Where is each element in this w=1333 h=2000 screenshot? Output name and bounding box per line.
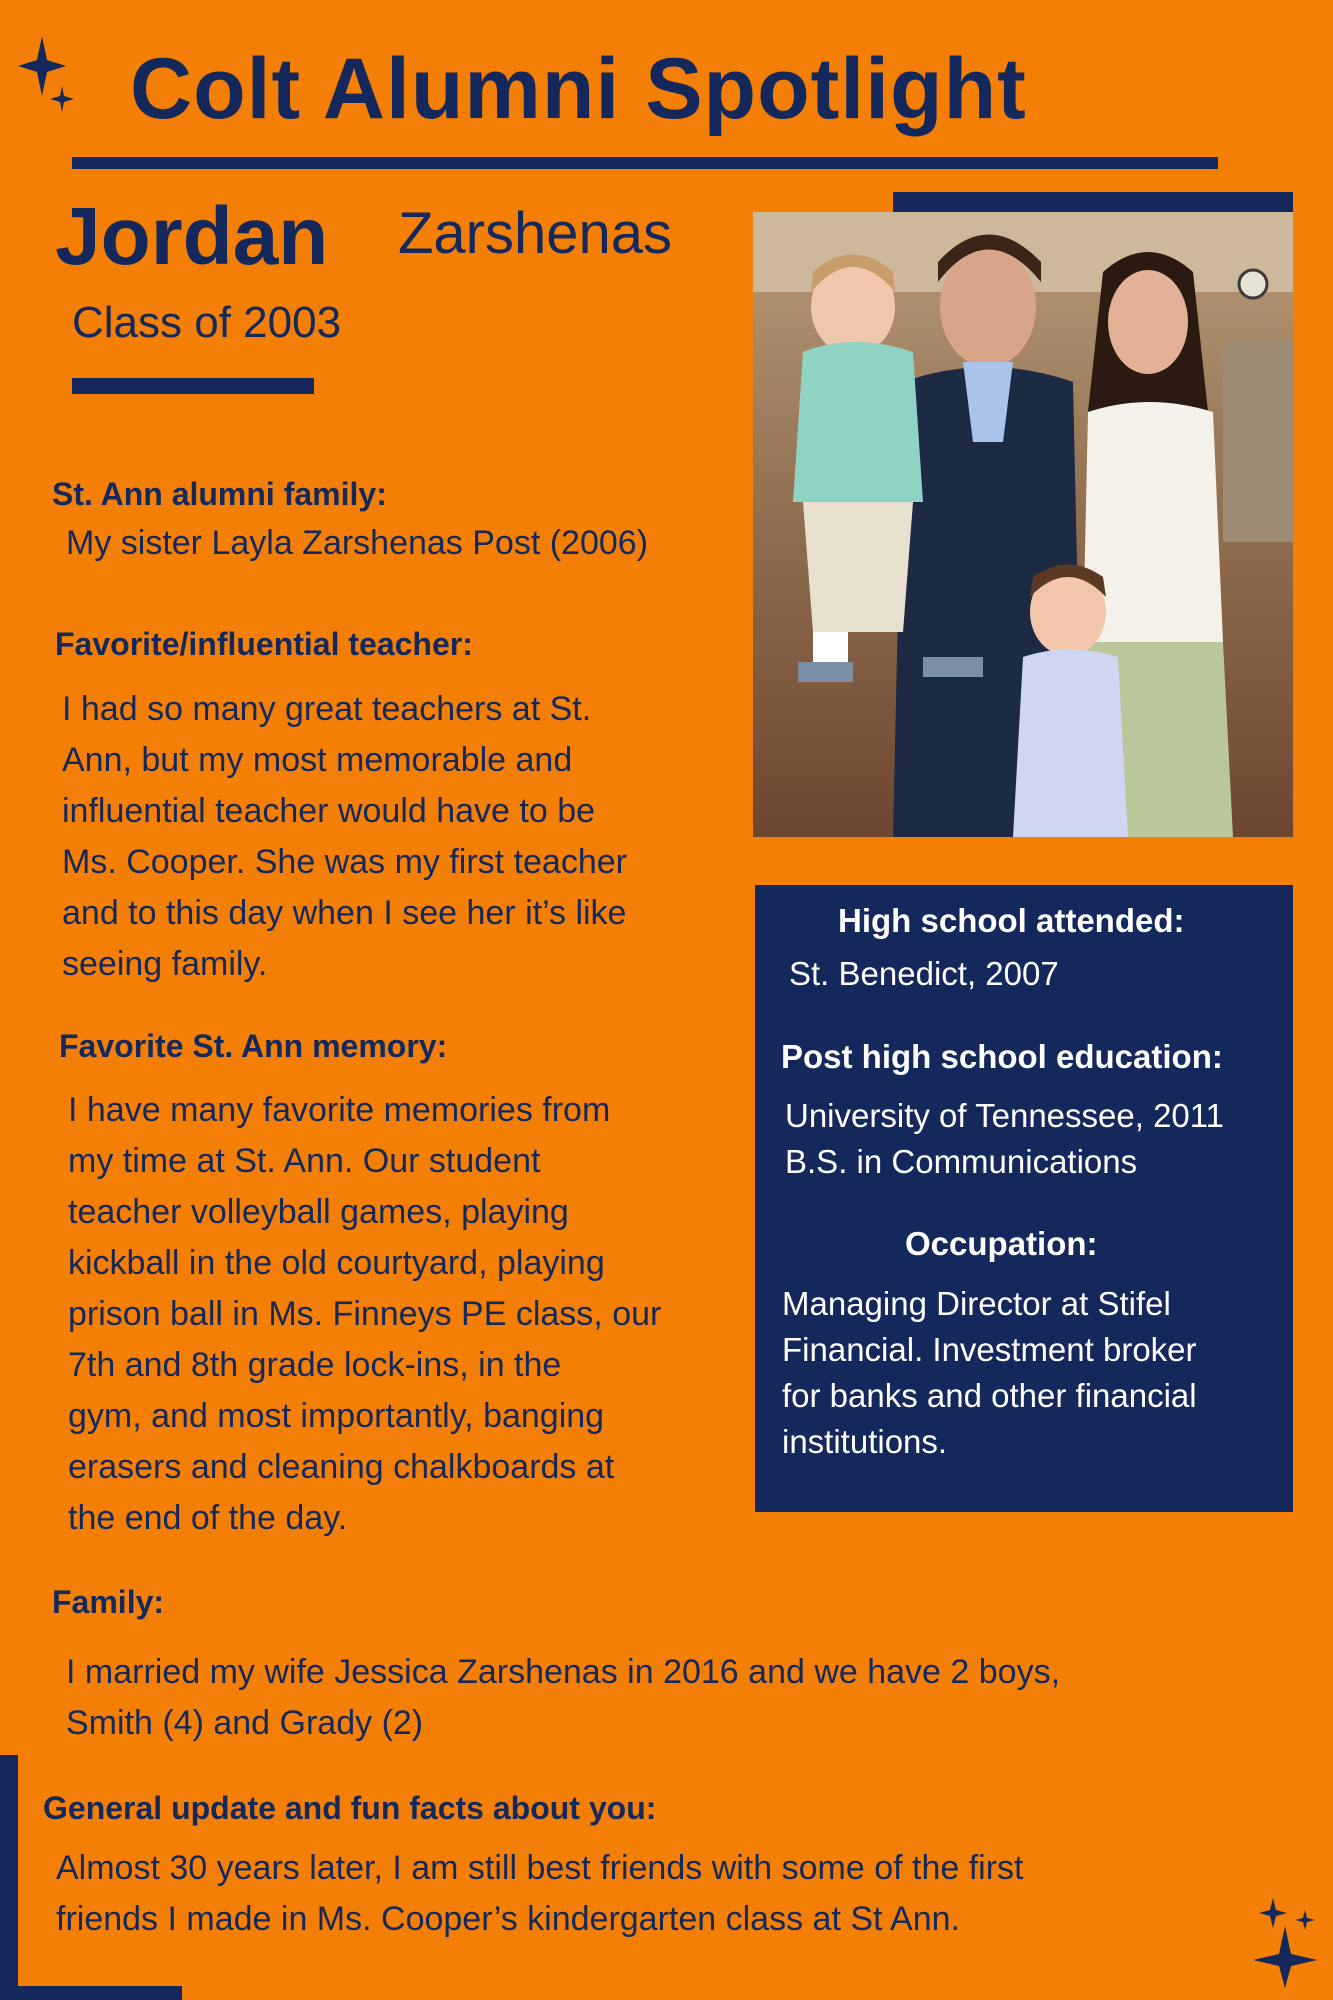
teacher-label: Favorite/influential teacher: [55,626,473,662]
memory-line: my time at St. Ann. Our student [68,1142,541,1180]
post-high-line: University of Tennessee, 2011 [785,1097,1225,1134]
alumni-last-name: Zarshenas [398,201,673,266]
memory-line: teacher volleyball games, playing [68,1193,569,1231]
bottom-accent-bar [0,1986,182,2000]
fun-facts-line: Almost 30 years later, I am still best friends with some of the first [56,1849,1024,1887]
alumni-first-name: Jordan [55,191,329,282]
alumni-family-label: St. Ann alumni family: [52,476,387,512]
fun-facts-label: General update and fun facts about you: [43,1790,657,1826]
occupation-label: Occupation: [905,1225,1098,1262]
memory-line: 7th and 8th grade lock-ins, in the [68,1346,562,1384]
memory-line: I have many favorite memories from [68,1091,611,1129]
family-line: Smith (4) and Grady (2) [66,1704,424,1742]
memory-line: gym, and most importantly, banging [68,1397,605,1435]
post-high-label: Post high school education: [781,1038,1223,1075]
memory-line: prison ball in Ms. Finneys PE class, our [68,1295,662,1333]
info-box [755,885,1293,1512]
teacher-line: and to this day when I see her it’s like [62,894,627,932]
name-underline [72,378,314,394]
sparkle-icon [1253,1898,1323,1988]
fun-facts-text [56,1843,1023,1945]
family-photo [753,212,1293,837]
high-school-text: St. Benedict, 2007 [789,955,1059,992]
occupation-line: institutions. [782,1423,948,1460]
family-label: Family: [52,1584,165,1620]
fun-facts-line: friends I made in Ms. Cooper’s kindergarten class at St Ann. [56,1900,960,1938]
family-text [66,1647,1060,1749]
left-accent-bar [0,1755,18,2000]
teacher-line: I had so many great teachers at St. [62,690,592,728]
post-high-line: B.S. in Communications [785,1143,1138,1180]
class-year: Class of 2003 [72,298,342,347]
occupation-line: Managing Director at Stifel [782,1285,1171,1322]
teacher-text [62,684,627,990]
page-title: Colt Alumni Spotlight [130,41,1027,137]
occupation-line: Financial. Investment broker [782,1331,1197,1368]
memory-text [68,1085,661,1544]
post-high-text [785,1093,1224,1185]
occupation-text [782,1281,1197,1465]
title-underline [72,157,1218,169]
memory-line: erasers and cleaning chalkboards at [68,1448,615,1486]
occupation-line: for banks and other financial [782,1377,1197,1414]
memory-line: the end of the day. [68,1499,348,1537]
high-school-label: High school attended: [838,902,1185,939]
alumni-family-text: My sister Layla Zarshenas Post (2006) [66,524,649,562]
teacher-line: influential teacher would have to be [62,792,596,830]
family-line: I married my wife Jessica Zarshenas in 2016 and we have 2 boys, [66,1653,1061,1691]
memory-label: Favorite St. Ann memory: [59,1028,448,1064]
sparkle-icon [18,36,76,112]
teacher-line: Ann, but my most memorable and [62,741,573,779]
teacher-line: seeing family. [62,945,268,983]
teacher-line: Ms. Cooper. She was my first teacher [62,843,627,881]
memory-line: kickball in the old courtyard, playing [68,1244,605,1282]
